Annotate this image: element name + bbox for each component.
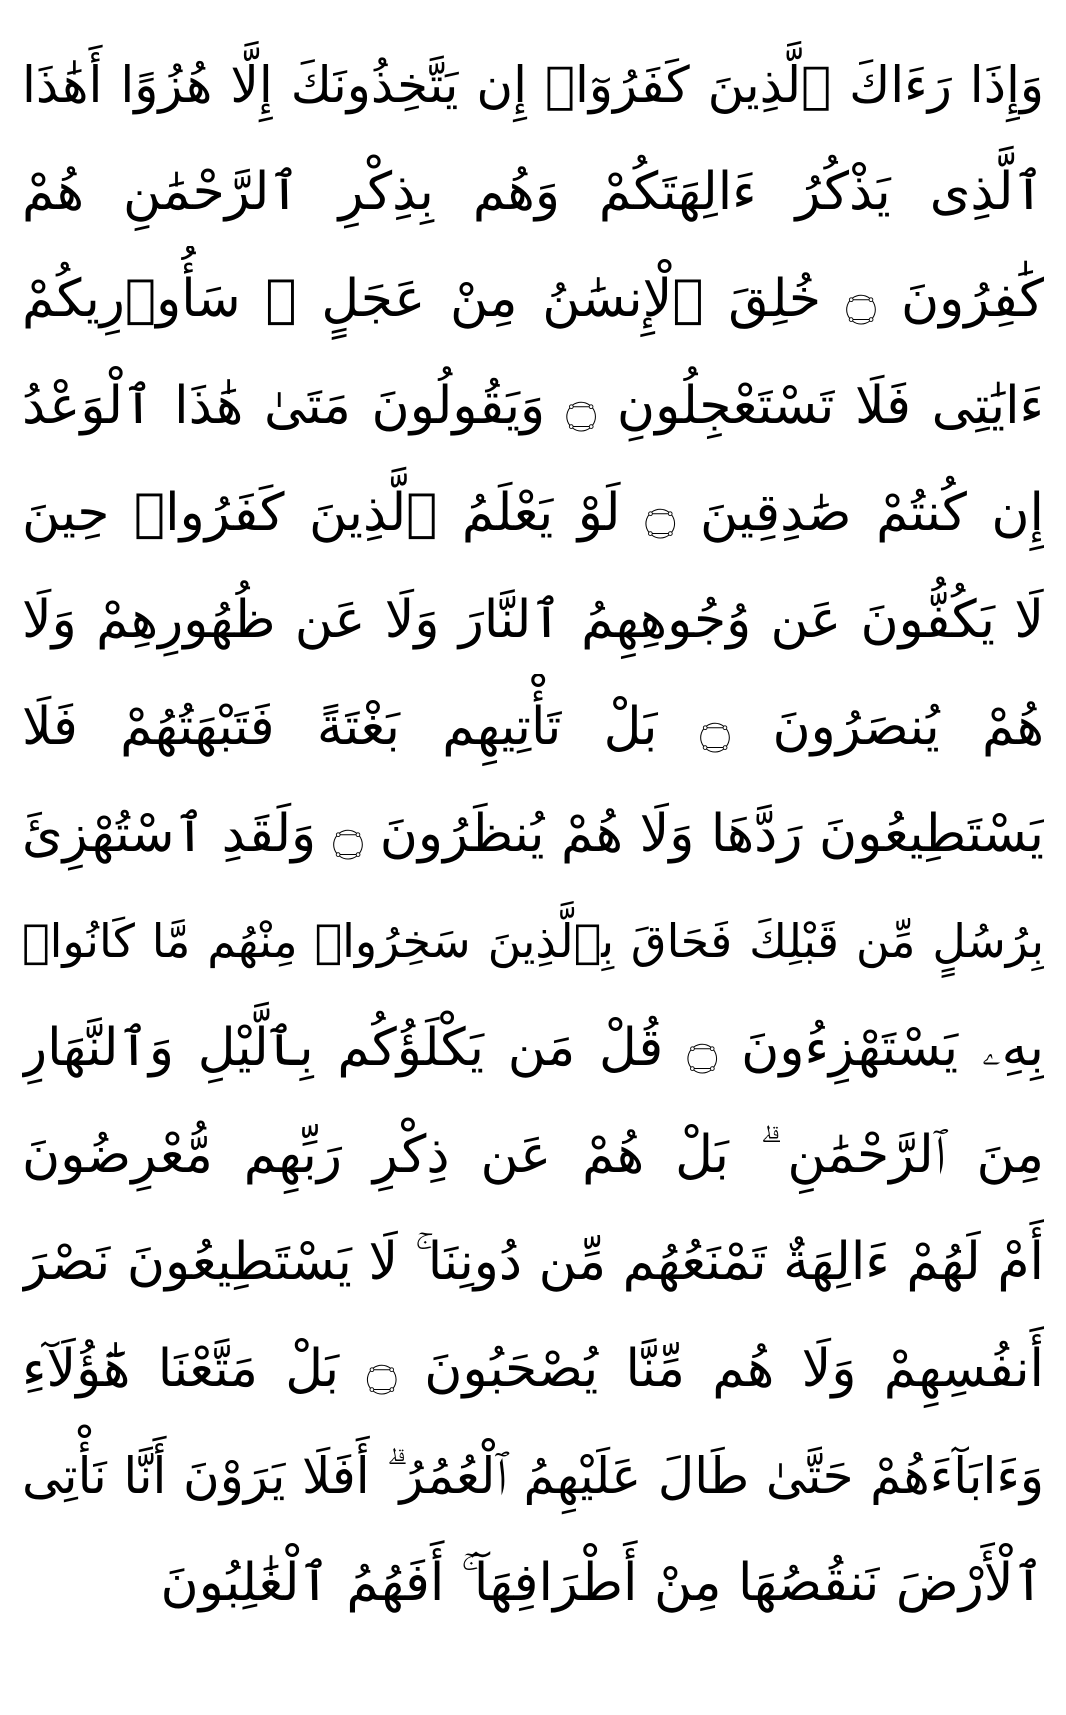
text-line-1: وَإِذَا رَءَاكَ ٱلَّذِينَ كَفَرُوٓا۟ إِن يَتَّخِذُونَكَ إِلَّا هُزُوًا أَهَٰذَا bbox=[22, 56, 1044, 114]
text-line-13: أَنفُسِهِمْ وَلَا هُم مِّنَّا يُصْحَبُونَ ۝ بَلْ مَتَّعْنَا هَٰٓؤُلَآءِ bbox=[22, 1339, 1044, 1399]
text-line-15: ٱلْأَرْضَ نَنقُصُهَا مِنْ أَطْرَافِهَآ ۚ أَفَهُمُ ٱلْغَٰلِبُونَ bbox=[160, 1553, 1044, 1613]
text-line-6: لَا يَكُفُّونَ عَن وُجُوهِهِمُ ٱلنَّارَ وَلَا عَن ظُهُورِهِمْ وَلَا bbox=[22, 590, 1044, 650]
text-line-5: إِن كُنتُمْ صَٰدِقِينَ ۝ لَوْ يَعْلَمُ ٱلَّذِينَ كَفَرُوا۟ حِينَ bbox=[22, 483, 1044, 543]
text-line-9: بِرُسُلٍ مِّن قَبْلِكَ فَحَاقَ بِٱلَّذِينَ سَخِرُوا۟ مِنْهُم مَّا كَانُوا۟ bbox=[22, 914, 1044, 968]
text-line-7: هُمْ يُنصَرُونَ ۝ بَلْ تَأْتِيهِم بَغْتَةً فَتَبْهَتُهُمْ فَلَا bbox=[22, 697, 1044, 757]
text-line-4: ءَايَٰتِى فَلَا تَسْتَعْجِلُونِ ۝ وَيَقُولُونَ مَتَىٰ هَٰذَا ٱلْوَعْدُ bbox=[22, 376, 1044, 436]
text-line-11: مِنَ ٱلرَّحْمَٰنِ ۗ بَلْ هُمْ عَن ذِكْرِ رَبِّهِم مُّعْرِضُونَ bbox=[22, 1125, 1044, 1185]
text-line-8: يَسْتَطِيعُونَ رَدَّهَا وَلَا هُمْ يُنظَرُونَ ۝ وَلَقَدِ ٱسْتُهْزِئَ bbox=[22, 804, 1044, 864]
text-line-14: وَءَابَآءَهُمْ حَتَّىٰ طَالَ عَلَيْهِمُ ٱلْعُمُرُ ۗ أَفَلَا يَرَوْنَ أَنَّا نَأْتِى bbox=[22, 1447, 1044, 1505]
text-line-3: كَٰفِرُونَ ۝ خُلِقَ ٱلْإِنسَٰنُ مِنْ عَجَلٍ ۚ سَأُو۟رِيكُمْ bbox=[22, 269, 1044, 329]
text-line-2: ٱلَّذِى يَذْكُرُ ءَالِهَتَكُمْ وَهُم بِذِكْرِ ٱلرَّحْمَٰنِ هُمْ bbox=[22, 162, 1044, 222]
text-line-10: بِهِۦ يَسْتَهْزِءُونَ ۝ قُلْ مَن يَكْلَؤُكُم بِٱلَّيْلِ وَٱلنَّهَارِ bbox=[22, 1018, 1044, 1078]
text-line-12: أَمْ لَهُمْ ءَالِهَةٌ تَمْنَعُهُم مِّن دُونِنَا ۚ لَا يَسْتَطِيعُونَ نَصْرَ bbox=[22, 1232, 1044, 1292]
